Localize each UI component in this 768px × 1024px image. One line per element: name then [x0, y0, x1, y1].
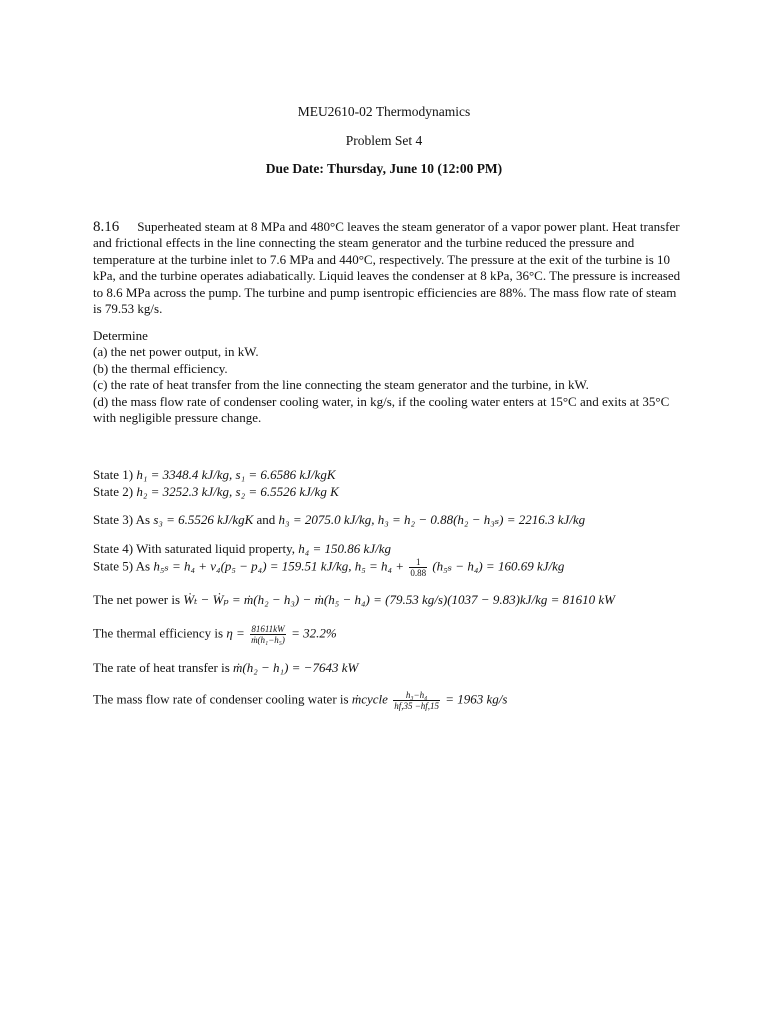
- cooling-result: = 1963 kg/s: [445, 691, 508, 707]
- course-title: MEU2610-02 Thermodynamics: [297, 104, 471, 119]
- net-power-label: The net power is: [93, 592, 181, 607]
- efficiency-fraction-numerator: 81611kW: [251, 624, 285, 634]
- efficiency-line: [93, 624, 337, 645]
- efficiency-result: = 32.2%: [291, 625, 337, 641]
- problem-text: Superheated steam at 8 MPa and 480°C leaves the steam generator of a vapor power plant. Heat transfer and frictional effects in the line connecting the steam generator and the turbine reduced the pressure and temperature at the turbine inlet to 7.6 MPa and 440°C, respectively. The pressure at the exit of the turbine is 10 kPa, and the turbine operates adiabatically. Liquid leaves the condenser at 8 kPa, 36°C. The pressure is increased to 8.6 MPa across the pump. The turbine and pump isentropic efficiencies are 88%. The mass flow rate of steam is 79.53 kg/s.: [93, 219, 681, 317]
- state-3-equation-enthalpy: h₃ = 2075.0 kJ/kg, h₃ = h₂ − 0.88(h₂ − h₃ₛ) = 2216.3 kJ/kg: [278, 512, 586, 527]
- state-5-label: State 5) As: [93, 558, 151, 574]
- state-1-equation: h₁ = 3348.4 kJ/kg, s₁ = 6.6586 kJ/kgK: [136, 467, 336, 482]
- cooling-fraction-denominator: hf,35 −hf,15: [394, 701, 440, 711]
- state-1-label: State 1): [93, 467, 134, 482]
- net-power-line: [93, 592, 615, 608]
- cooling-fraction: [393, 690, 440, 711]
- part-d: (d) the mass flow rate of condenser cooling water, in kg/s, if the cooling water enters at 15°C and exits at 35°C with negligible pressure change.: [93, 393, 670, 426]
- problem-set-title: Problem Set 4: [345, 133, 423, 148]
- problem-statement: [93, 219, 681, 317]
- state-2-line: [93, 484, 339, 500]
- part-c: (c) the rate of heat transfer from the line connecting the steam generator and the turbine, in kW.: [93, 377, 589, 393]
- part-a: (a) the net power output, in kW.: [93, 344, 259, 360]
- part-b: (b) the thermal efficiency.: [93, 360, 228, 376]
- efficiency-fraction-denominator: ṁ(h₁−h₅): [251, 635, 285, 645]
- state-2-label: State 2): [93, 484, 134, 499]
- state-3-label: State 3) As: [93, 512, 151, 527]
- cooling-fraction-numerator: h₃−h₄: [393, 690, 440, 701]
- heat-rate-label: The rate of heat transfer is: [93, 660, 230, 675]
- state-5-line: [93, 557, 564, 578]
- state-5-fraction: [409, 557, 427, 578]
- determine-block: [93, 328, 681, 426]
- determine-label: Determine: [93, 328, 148, 343]
- state-4-label: State 4) With saturated liquid property,: [93, 541, 296, 556]
- state-1-line: [93, 467, 336, 483]
- due-date: Due Date: Thursday, June 10 (12:00 PM): [265, 161, 503, 176]
- state-4-line: [93, 541, 391, 557]
- cooling-water-label: The mass flow rate of condenser cooling water is: [93, 691, 349, 707]
- efficiency-fraction: [250, 624, 286, 645]
- state-5-equation-part2: (h₅ₛ − h₄) = 160.69 kJ/kg: [432, 558, 565, 574]
- state-5-fraction-numerator: 1: [409, 557, 427, 568]
- state-3-connector: and: [256, 512, 276, 527]
- problem-number: 8.16: [93, 219, 120, 235]
- efficiency-eta: η =: [226, 625, 245, 641]
- heat-rate-equation: ṁ(h₂ − h₁) = −7643 kW: [233, 660, 359, 675]
- state-3-line: [93, 512, 585, 528]
- cooling-water-line: [93, 690, 507, 711]
- state-5-fraction-denominator: 0.88: [410, 568, 427, 578]
- state-3-equation-entropy: s₃ = 6.5526 kJ/kgK: [153, 512, 254, 527]
- state-4-equation: h₄ = 150.86 kJ/kg: [298, 541, 391, 556]
- heat-rate-line: [93, 660, 358, 676]
- efficiency-label: The thermal efficiency is: [93, 625, 224, 641]
- cooling-mdot: ṁcycle: [351, 691, 388, 707]
- state-2-equation: h₂ = 3252.3 kJ/kg, s₂ = 6.5526 kJ/kg K: [136, 484, 339, 499]
- net-power-equation: Ẇₜ − Ẇₚ = ṁ(h₂ − h₃) − ṁ(h₅ − h₄) = (79.53 kg/s)(1037 − 9.83)kJ/kg = 81610 kW: [183, 592, 615, 607]
- state-5-equation-part1: h₅ₛ = h₄ + v₄(p₅ − p₄) = 159.51 kJ/kg, h₅ = h₄ +: [153, 558, 405, 574]
